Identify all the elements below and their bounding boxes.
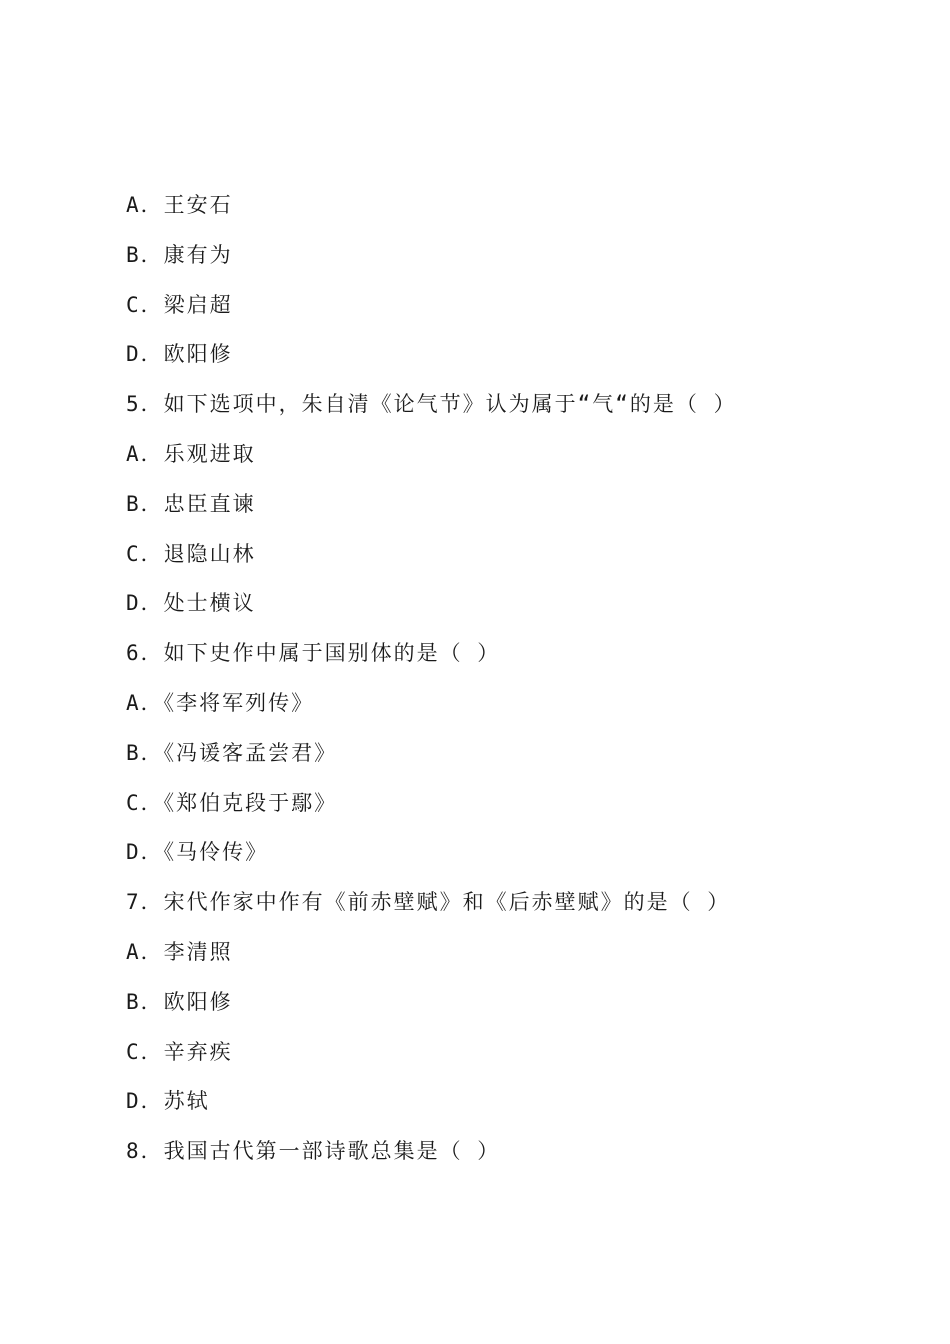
question-text-block [126, 190, 886, 1186]
option-line: C．退隐山林 [126, 541, 256, 566]
question-line: 6．如下史作中属于国别体的是（ ） [126, 641, 501, 666]
question-line: 8．我国古代第一部诗歌总集是（ ） [126, 1139, 501, 1164]
option-line: D．欧阳修 [126, 342, 233, 367]
option-line: B．《冯谖客孟尝君》 [126, 740, 338, 765]
option-line: A．《李将军列传》 [126, 690, 315, 715]
option-line: A．李清照 [126, 939, 233, 964]
option-line: A．乐观进取 [126, 441, 256, 466]
option-line: D．苏轼 [126, 1089, 210, 1114]
option-line: D．《马伶传》 [126, 840, 269, 865]
option-line: B．欧阳修 [126, 989, 233, 1014]
option-line: C．《郑伯克段于鄢》 [126, 790, 338, 815]
option-line: B．忠臣直谏 [126, 491, 256, 516]
question-line: 7．宋代作家中作有《前赤壁赋》和《后赤壁赋》的是（ ） [126, 890, 731, 915]
option-line: C．梁启超 [126, 292, 233, 317]
option-line: B．康有为 [126, 242, 233, 267]
option-line: C．辛弃疾 [126, 1039, 233, 1064]
question-line: 5．如下选项中，朱自清《论气节》认为属于“气“的是（ ） [126, 392, 737, 417]
option-line: A．王安石 [126, 193, 233, 217]
option-line: D．处士横议 [126, 591, 256, 616]
